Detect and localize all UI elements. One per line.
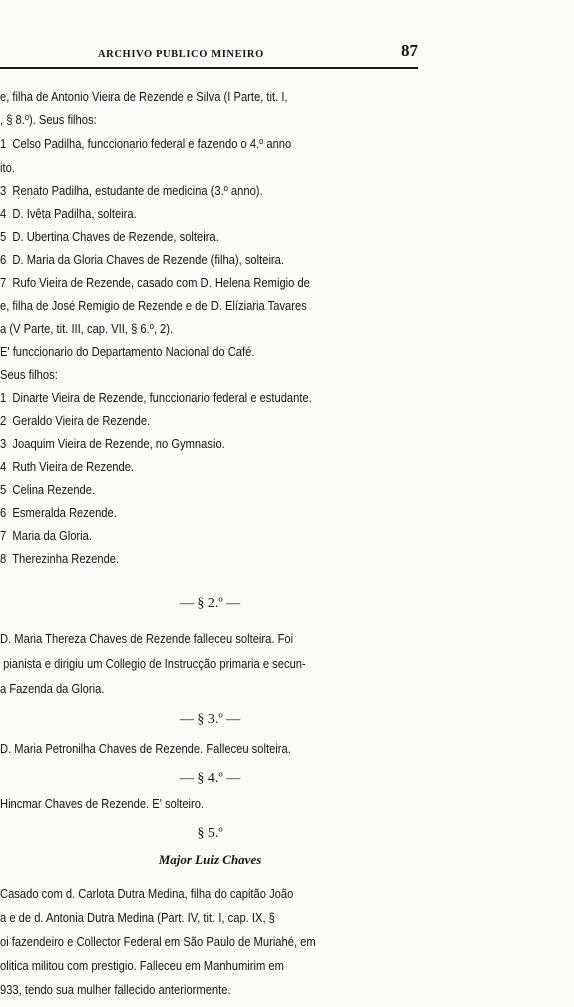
text-line: 6 D. Maria da Gloria Chaves de Rezende (filha), solteira.	[0, 252, 284, 267]
section-heading: — § 3.º —	[179, 712, 241, 727]
text-line: 7 Rufo Vieira de Rezende, casado com D. Helena Remigio de	[0, 275, 310, 290]
text-line: 4 Ruth Vieira de Rezende.	[0, 459, 135, 474]
text-line: Seus filhos:	[0, 367, 58, 382]
text-line: 4 D. Ivêta Padilha, solteira.	[0, 206, 137, 221]
text-line: 8 Therezinha Rezende.	[0, 551, 120, 566]
section-subtitle: Major Luiz Chaves	[158, 852, 262, 867]
page-number: 87	[401, 41, 418, 60]
text-line: 1 Celso Padilha, funccionario federal e fazendo o 4.º anno	[0, 136, 292, 151]
page-header	[0, 41, 420, 67]
running-head: ARCHIVO PUBLICO MINEIRO	[98, 49, 264, 60]
text-line: a Fazenda da Gloria.	[0, 681, 105, 696]
text-line: a e de d. Antonia Dutra Medina (Part. IV, tit. I, cap. IX, §	[0, 910, 275, 925]
text-line: 5 D. Ubertina Chaves de Rezende, solteira.	[0, 229, 219, 244]
text-line: 3 Renato Padilha, estudante de medicina (3.º anno).	[0, 183, 263, 198]
text-line: 2 Geraldo Vieira de Rezende.	[0, 413, 151, 428]
text-line: Casado com d. Carlota Dutra Medina, filha do capitão João	[0, 886, 294, 901]
text-line: ito.	[0, 160, 15, 175]
text-line: 6 Esmeralda Rezende.	[0, 505, 117, 520]
section-heading: — § 4.º —	[179, 771, 241, 786]
section-heading: — § 2.º —	[179, 596, 241, 611]
text-line: 7 Maria da Gloria.	[0, 528, 92, 543]
text-line: pianista e dirigiu um Collegio de Instrucção primaria e secun-	[0, 656, 306, 671]
text-line: oi fazendeiro e Collector Federal em São Paulo de Muriahé, em	[0, 934, 316, 949]
text-line: D. Maria Thereza Chaves de Rezende falleceu solteira. Foi	[0, 631, 294, 646]
text-line: olitica militou com prestigio. Falleceu em Manhumirim em	[0, 958, 284, 973]
text-line: 3 Joaquim Vieira de Rezende, no Gymnasio.	[0, 436, 225, 451]
text-line: a (V Parte, tit. III, cap. VII, § 6.º, 2).	[0, 321, 174, 336]
text-line: e, filha de José Remigio de Rezende e de D. Elíziaria Tavares	[0, 298, 307, 313]
header-rule	[0, 67, 418, 69]
text-line: D. Maria Petronilha Chaves de Rezende. Falleceu solteira.	[0, 741, 291, 756]
text-line: 5 Celina Rezende.	[0, 482, 96, 497]
text-line: E' funccionario do Departamento Nacional do Café.	[0, 344, 255, 359]
text-line: e, filha de Antonio Vieira de Rezende e Silva (I Parte, tit. I,	[0, 89, 288, 104]
section-heading: § 5.º	[197, 826, 223, 841]
text-line: 933, tendo sua mulher fallecido anteriormente.	[0, 982, 231, 997]
text-line: , § 8.º). Seus filhos:	[0, 112, 97, 127]
text-line: Hincmar Chaves de Rezende. E' solteiro.	[0, 796, 205, 811]
text-line: 1 Dinarte Vieira de Rezende, funccionario federal e estudante.	[0, 390, 312, 405]
